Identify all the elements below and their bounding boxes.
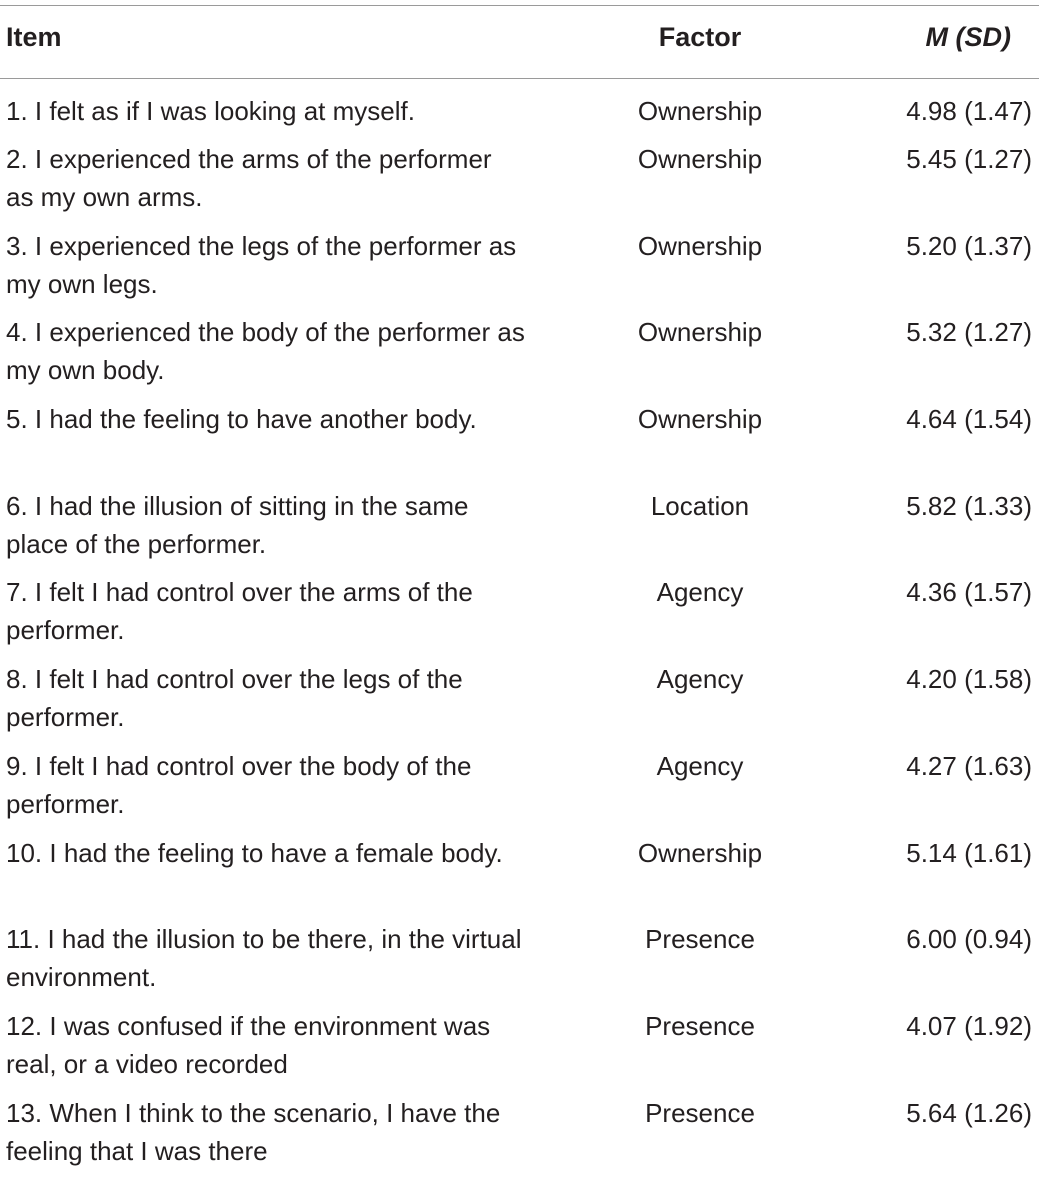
table-row bbox=[0, 747, 1039, 834]
msd-cell: 5.14 (1.61) bbox=[906, 837, 1032, 868]
msd-cell: 4.27 (1.63) bbox=[906, 750, 1032, 781]
item-cell: 10. I had the feeling to have a female body. bbox=[6, 837, 503, 868]
top-rule bbox=[0, 5, 1039, 6]
factor-cell: Presence bbox=[645, 1010, 755, 1041]
msd-cell: 6.00 (0.94) bbox=[906, 924, 1032, 955]
table-header bbox=[0, 22, 1039, 62]
header-msd: M (SD) bbox=[925, 22, 1011, 52]
msd-cell: 5.32 (1.27) bbox=[906, 317, 1032, 348]
item-cell: 9. I felt I had control over the body of the performer. bbox=[6, 750, 472, 819]
item-cell: 6. I had the illusion of sitting in the same place of the performer. bbox=[6, 490, 469, 559]
table-row bbox=[0, 140, 1039, 227]
table-row bbox=[0, 660, 1039, 747]
item-cell: 7. I felt I had control over the arms of the performer. bbox=[6, 577, 473, 646]
item-cell: 13. When I think to the scenario, I have the feeling that I was there bbox=[6, 1097, 501, 1166]
item-cell: 3. I experienced the legs of the performer as my own legs. bbox=[6, 230, 517, 299]
table-row bbox=[0, 92, 1039, 140]
factor-cell: Location bbox=[650, 490, 750, 521]
msd-cell: 5.64 (1.26) bbox=[906, 1097, 1032, 1128]
table-row bbox=[0, 313, 1039, 400]
factor-cell: Ownership bbox=[637, 837, 763, 868]
factor-cell: Ownership bbox=[637, 404, 763, 435]
msd-cell: 5.20 (1.37) bbox=[906, 230, 1032, 261]
msd-cell: 4.07 (1.92) bbox=[906, 1010, 1032, 1041]
factor-cell: Agency bbox=[656, 577, 744, 608]
header-factor: Factor bbox=[658, 22, 742, 52]
msd-cell: 4.36 (1.57) bbox=[906, 577, 1032, 608]
item-cell: 1. I felt as if I was looking at myself. bbox=[6, 96, 415, 126]
factor-cell: Agency bbox=[656, 750, 744, 781]
item-cell: 12. I was confused if the environment was real, or a video recorded bbox=[6, 1010, 491, 1079]
msd-cell: 4.98 (1.47) bbox=[906, 96, 1032, 126]
item-cell: 2. I experienced the arms of the performer as my own arms. bbox=[6, 144, 492, 212]
factor-cell: Presence bbox=[645, 1097, 755, 1128]
factor-cell: Agency bbox=[656, 664, 744, 695]
factor-cell: Ownership bbox=[637, 230, 763, 261]
table-row bbox=[0, 834, 1039, 921]
factor-cell: Ownership bbox=[637, 317, 763, 348]
table-row bbox=[0, 573, 1039, 660]
factor-cell: Ownership bbox=[637, 144, 763, 174]
factor-cell: Ownership bbox=[637, 96, 763, 126]
table-row bbox=[0, 1094, 1039, 1180]
item-cell: 8. I felt I had control over the legs of the performer. bbox=[6, 664, 463, 733]
table-row bbox=[0, 400, 1039, 487]
table-row bbox=[0, 920, 1039, 1007]
table-row bbox=[0, 1007, 1039, 1094]
table-row bbox=[0, 227, 1039, 314]
item-cell: 11. I had the illusion to be there, in the virtual environment. bbox=[6, 924, 522, 993]
msd-cell: 4.64 (1.54) bbox=[906, 404, 1032, 435]
msd-cell: 5.82 (1.33) bbox=[906, 490, 1032, 521]
factor-cell: Presence bbox=[645, 924, 755, 955]
msd-cell: 4.20 (1.58) bbox=[906, 664, 1032, 695]
header-item: Item bbox=[6, 22, 62, 52]
item-cell: 5. I had the feeling to have another body. bbox=[6, 404, 477, 435]
item-cell: 4. I experienced the body of the performer as my own body. bbox=[6, 317, 525, 386]
table-row bbox=[0, 487, 1039, 574]
header-rule bbox=[0, 78, 1039, 79]
msd-cell: 5.45 (1.27) bbox=[906, 144, 1032, 174]
table-body bbox=[0, 92, 1039, 1180]
